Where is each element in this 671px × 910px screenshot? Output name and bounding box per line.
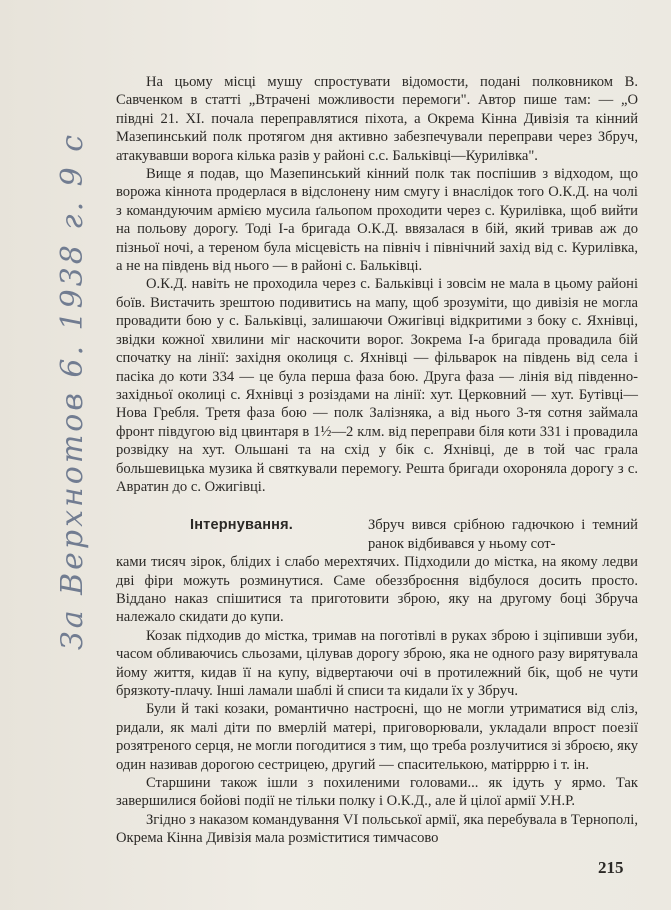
paragraph: Козак підходив до містка, тримав на поготівлі в руках зброю і зціпивши зуби, часом обливаючись сльозами, цілував дорогу зброю, яка не одного разу вирятувала йому життя, кидав її на купу, відвертаючи очі в протилежний бік, щоб не чути брязкоту-плачу. Інші ламали шаблі й списи та кидали їх у Збруч. xyxy=(116,627,638,699)
paragraph: На цьому місці мушу спростувати відомости, подані полковником В. Савченком в статті „Втрачені можливости перемоги". Автор пише там: — „О півдні 21. XI. почала переправлятися піхота, а Окрема Кінна Дивізія та кінний Мазепинський полк протягом дня активно забезпечували переправи через Збруч, атакувавши ворога кілька разів у районі с.с. Бальківці—Курилівка". xyxy=(116,74,638,164)
paragraph: О.К.Д. навіть не проходила через с. Бальківці і зовсім не мала в цьому районі боїв. Вистачить зрештою подивитись на мапу, щоб зрозуміти, що дивізія не могла провадити бою у с. Бальківці, залишаючи Ожигівці відкритими з боку с. Яхнівці, звідки кожної хвилини міг наскочити ворог. Зокрема І-а бригада провадила бій спочатку на лінії: західня околиця с. Яхнівці — фільварок на південь від села і пасіка до коти 334 — це була перша фаза бою. Друга фаза — лінія від південно-західньої околиці с. Яхнівці з розіздами на лінії: хут. Церковний — хут. Бутівці—Нова Гребля. Третя фаза бою — полк Залізняка, а від нього 3-тя сотня займала фронт півдугою від цвинтаря в 1½—2 клм. від переправи біля коти 331 і провадила розвідку на хут. Ольшані та на схід у бік с. Яхнівці, де в той час грала большевицька музика й святкували перемогу. Решта бригади охоронялa дорогу з с. Авратин до с. Ожигівці. xyxy=(116,276,638,495)
paragraph: Згідно з наказом командування VI польської армії, яка перебувала в Тернополі, Окрема Кінна Дивізія мала розміститися тимчасово xyxy=(116,811,638,847)
paragraph: ками тисяч зірок, блідих і слабо мерехтячих. Підходили до містка, на якому ледви дві фіри можуть розминутися. Саме обеззброєння відбулося досить просто. Віддано наказ спішитися та приготовити зброю, яку на другому боці Збруча належало скидати до купи. xyxy=(116,554,638,626)
paragraph: Були й такі козаки, романтично настроєні, що не могли утриматися від сліз, ридали, як малі діти по вмерлій матері, приговорювали, укладали впрост поезії розятреного серця, не могли погодитися з тим, що треба розлучитися зі зброєю, яку один називав дорогою сестрицею, другий — спасителькою, матірррю і т. ін. xyxy=(116,701,638,773)
section-lead: Збруч вився срібною гадючкою і темний ранок відбивався у ньому сот- xyxy=(368,517,638,552)
paragraph: Старшини також ішли з похиленими головами... як ідуть у ярмо. Так завершилися бойові події не тільки полку і О.К.Д., але й цілої армії У.Н.Р. xyxy=(116,775,638,810)
page-number: 215 xyxy=(598,858,624,877)
body-text xyxy=(116,73,638,848)
margin-note-text: За Верхнотов 6. 1938 г. 9 с xyxy=(55,131,90,650)
section-heading-row xyxy=(116,516,638,553)
paragraph: Вище я подав, що Мазепинський кінний полк так поспішив з відходом, що ворожа кіннота продерлася в відслонену ним смугу і внаслідок того О.К.Д. на чолі з командуючим армією мусила ґальопом проходити через с. Курилівка, щоб вийти на польову дорогу. Тоді І-а бригада О.К.Д. ввязалася в бій, який тривав аж до пізньої ночі, а тереном була місцевість на північ і північний захід від с. Курилівка, а не на південь від нього — в районі с. Бальківці. xyxy=(116,166,638,275)
handwritten-margin-note xyxy=(52,30,92,650)
section-title: Інтернування. xyxy=(190,517,294,534)
